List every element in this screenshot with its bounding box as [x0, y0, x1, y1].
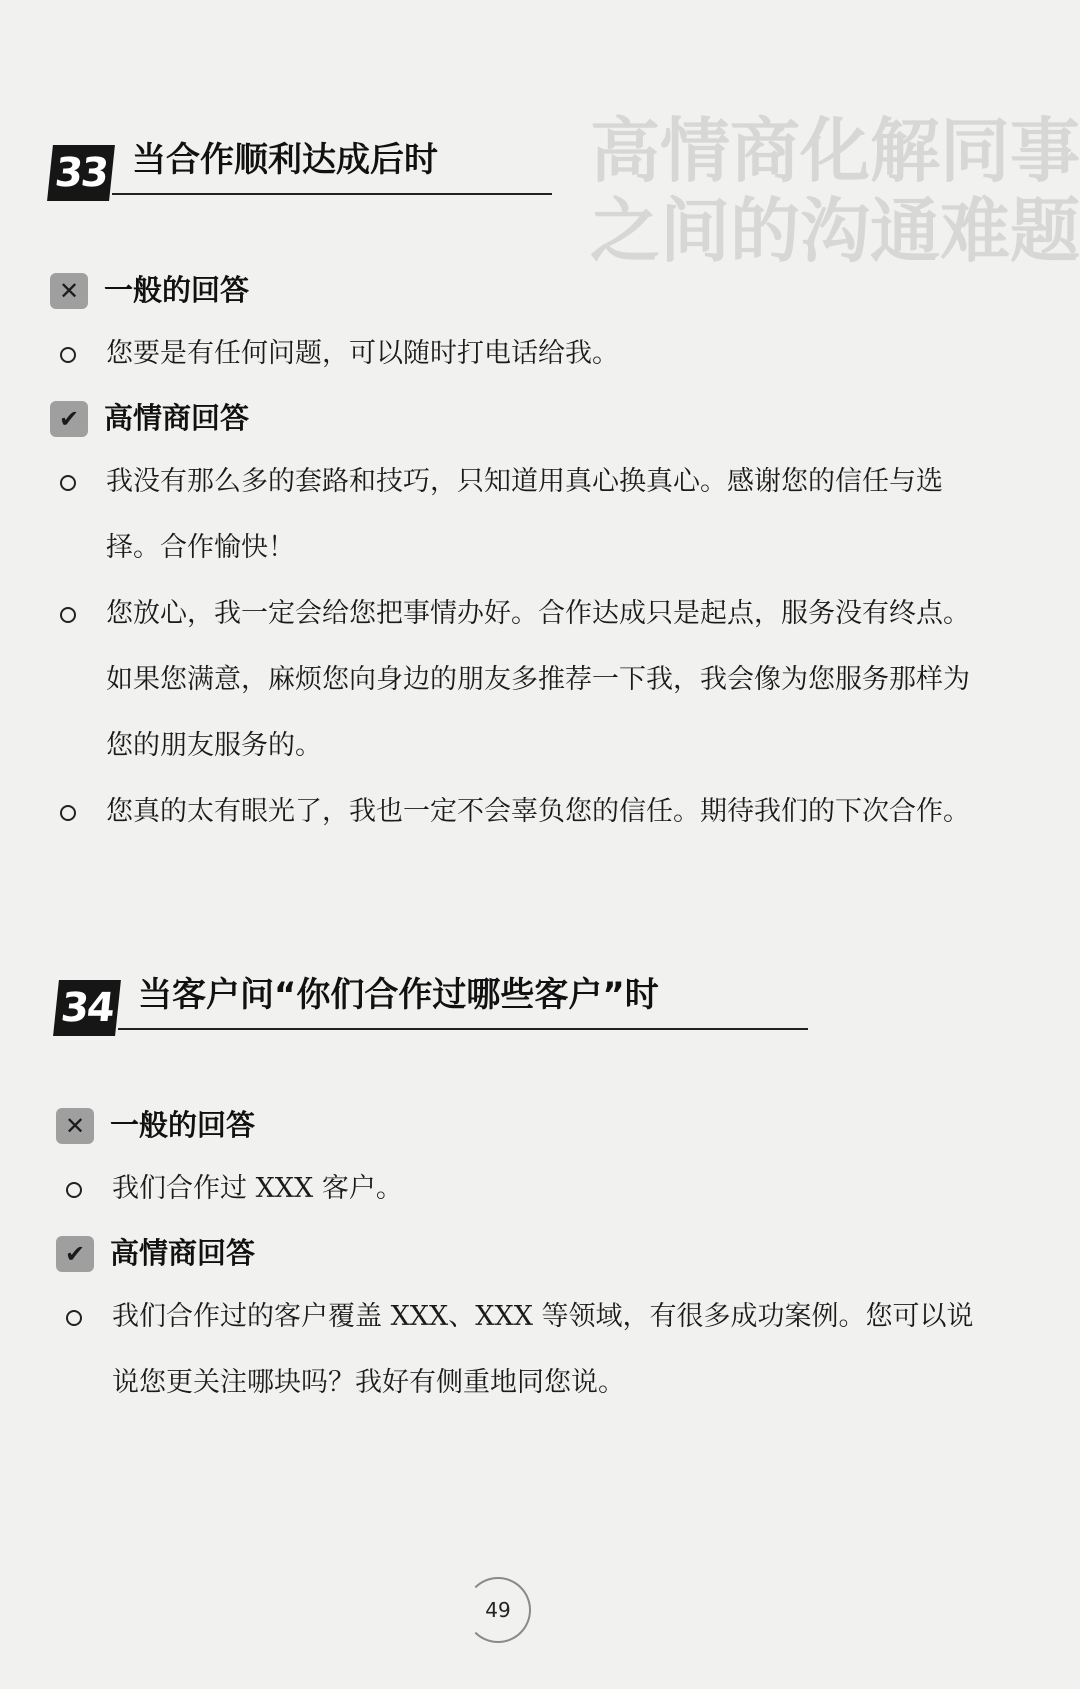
list-item	[50, 449, 985, 581]
check-mark-icon: ✔	[50, 401, 88, 437]
list-item	[50, 779, 985, 845]
section-header	[50, 135, 985, 205]
label-text: 高情商回答	[104, 401, 250, 435]
high-eq-answer-list	[56, 1284, 985, 1416]
section-underline	[118, 1028, 808, 1030]
section-header	[56, 970, 985, 1040]
label-text: 一般的回答	[104, 273, 250, 307]
high-eq-answer-label	[56, 1228, 985, 1282]
section-number-badge: 33	[47, 145, 115, 201]
x-mark-icon: ✕	[56, 1108, 94, 1144]
bullet-icon	[60, 607, 76, 623]
bullet-icon	[66, 1182, 82, 1198]
bullet-icon	[60, 805, 76, 821]
answer-text: 您放心，我一定会给您把事情办好。合作达成只是起点，服务没有终点。如果您满意，麻烦您向身边的朋友多推荐一下我，我会像为您服务那样为您的朋友服务的。	[106, 598, 970, 761]
bullet-icon	[60, 475, 76, 491]
section-number-badge: 34	[53, 980, 121, 1036]
answer-text: 您要是有任何问题，可以随时打电话给我。	[106, 338, 619, 369]
answer-text: 您真的太有眼光了，我也一定不会辜负您的信任。期待我们的下次合作。	[106, 796, 970, 827]
high-eq-answer-list	[50, 449, 985, 845]
label-text: 一般的回答	[110, 1108, 256, 1142]
list-item	[56, 1156, 985, 1222]
list-item	[50, 581, 985, 779]
section-33	[50, 135, 985, 845]
answer-text: 我们合作过的客户覆盖 XXX、XXX 等领域，有很多成功案例。您可以说说您更关注哪块吗？我好有侧重地同您说。	[112, 1301, 974, 1398]
normal-answer-list	[56, 1156, 985, 1222]
section-title: 当合作顺利达成后时	[132, 140, 438, 180]
bullet-icon	[60, 347, 76, 363]
x-mark-icon: ✕	[50, 273, 88, 309]
bleed-through-heading-2: 之间的沟通难题	[590, 190, 1080, 272]
section-title: 当客户问“你们合作过哪些客户”时	[138, 975, 659, 1015]
list-item	[50, 321, 985, 387]
page-number: 49	[465, 1577, 531, 1643]
section-underline	[112, 193, 552, 195]
answer-text: 我们合作过 XXX 客户。	[112, 1173, 403, 1204]
normal-answer-label	[56, 1100, 985, 1154]
normal-answer-list	[50, 321, 985, 387]
high-eq-answer-label	[50, 393, 985, 447]
normal-answer-label	[50, 265, 985, 319]
label-text: 高情商回答	[110, 1236, 256, 1270]
list-item	[56, 1284, 985, 1416]
bullet-icon	[66, 1310, 82, 1326]
check-mark-icon: ✔	[56, 1236, 94, 1272]
section-34	[56, 970, 985, 1416]
bleed-through-heading-1: 高情商化解同事	[590, 110, 1080, 192]
answer-text: 我没有那么多的套路和技巧，只知道用真心换真心。感谢您的信任与选择。合作愉快！	[106, 466, 943, 563]
